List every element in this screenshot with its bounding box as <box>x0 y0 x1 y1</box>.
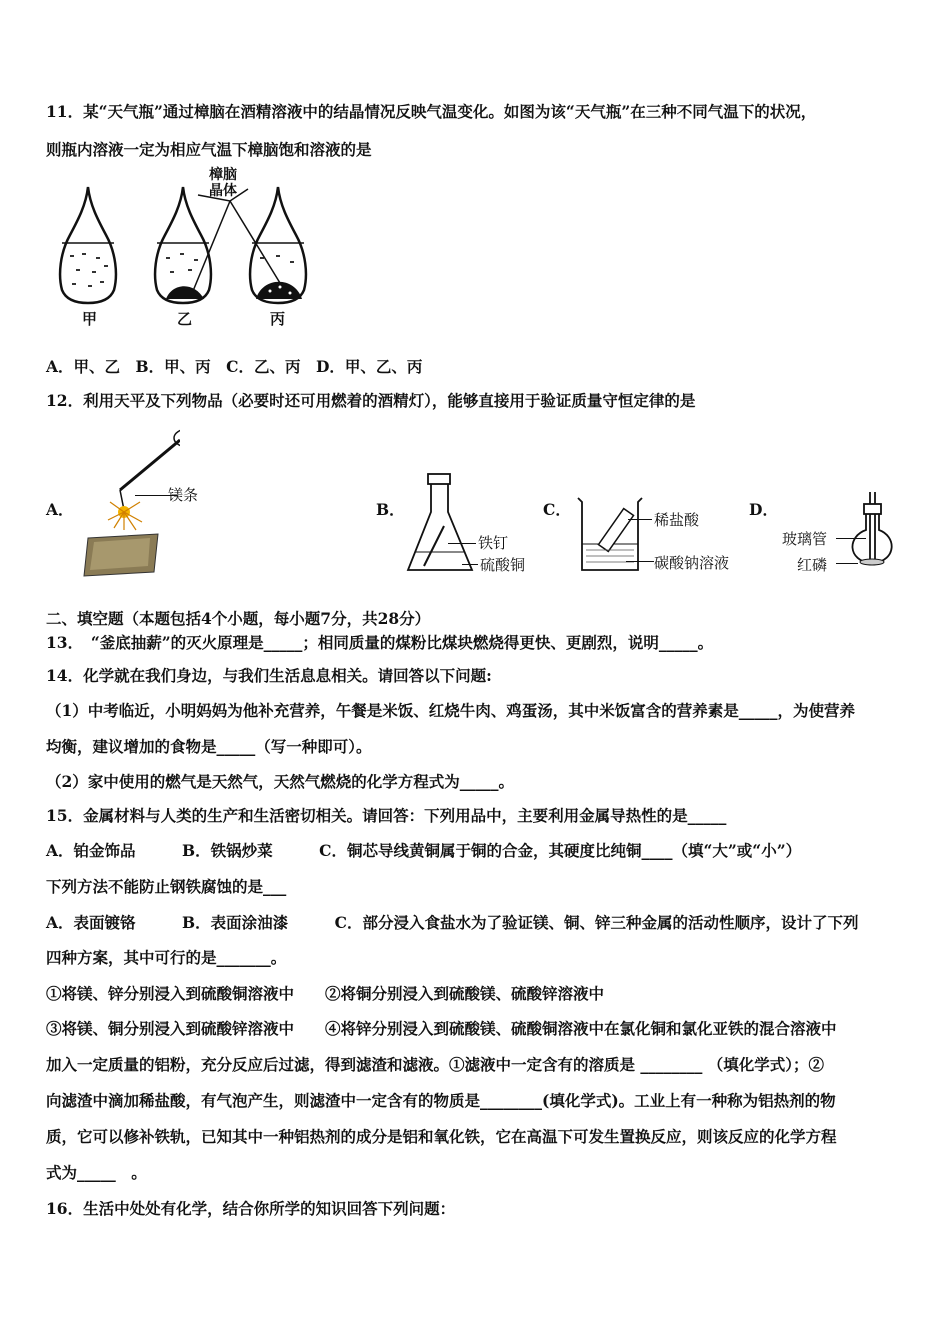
flask-label-jia: 甲 <box>82 310 98 328</box>
q15-line7: ③将镁、铜分别浸入到硫酸锌溶液中 ④将锌分别浸入到硫酸镁、硫酸铜溶液中在氯化铜和氯化亚铁的混合溶液中 <box>46 1019 837 1038</box>
flask-label-yi: 乙 <box>177 310 193 328</box>
label-magnesium: 镁条 <box>168 486 199 504</box>
q15-line3: 下列方法不能防止钢铁腐蚀的是___ <box>46 877 287 896</box>
figure-c-beaker <box>576 494 646 574</box>
q15-line8: 加入一定质量的铝粉，充分反应后过滤，得到滤渣和滤液。①滤液中一定含有的溶质是 ________ （填化学式）；② <box>46 1055 825 1074</box>
q16-stem: 16．生活中处处有化学，结合你所学的知识回答下列问题： <box>46 1199 456 1218</box>
q15-line11: 式为_____ 。 <box>46 1163 147 1182</box>
q12-stem: 12．利用天平及下列物品（必要时还可用燃着的酒精灯），能够直接用于验证质量守恒定律的是 <box>46 391 696 410</box>
section-2-heading: 二、填空题（本题包括4个小题，每小题7分，共28分） <box>46 609 431 628</box>
q15-line4: A．表面镀铬 B．表面涂油漆 C．部分浸入食盐水为了验证镁、铜、锌三种金属的活动性顺序，设计了下列 <box>46 913 859 932</box>
q15-line5: 四种方案，其中可行的是_______。 <box>46 948 287 967</box>
q14-stem: 14．化学就在我们身边，与我们生活息息相关。请回答以下问题: <box>46 666 492 685</box>
label-dilute-hcl: 稀盐酸 <box>654 511 700 529</box>
q15-line6: ①将镁、锌分别浸入到硫酸铜溶液中 ②将铜分别浸入到硫酸镁、硫酸锌溶液中 <box>46 984 605 1003</box>
q15-line1: 15．金属材料与人类的生产和生活密切相关。请回答：下列用品中，主要利用金属导热性的是_____ <box>46 806 727 825</box>
q14-part1-line2: 均衡，建议增加的食物是_____（写一种即可）。 <box>46 737 372 756</box>
flask-label-bing: 丙 <box>270 310 286 328</box>
label-copper-sulfate: 硫酸铜 <box>480 556 526 574</box>
label-iron-nail: 铁钉 <box>478 534 509 552</box>
q13: 13． “釜底抽薪”的灭火原理是_____；相同质量的煤粉比煤块燃烧得更快、更剧烈，说明_____。 <box>46 633 714 652</box>
label-sodium-carbonate: 碳酸钠溶液 <box>654 554 730 572</box>
q15-line2: A．铂金饰品 B．铁锅炒菜 C．铜芯导线黄铜属于铜的合金，其硬度比纯铜____（填“大”或“小”） <box>46 841 802 860</box>
q15-line9: 向滤渣中滴加稀盐酸，有气泡产生，则滤渣中一定含有的物质是________(填化学式)。工业上有一种称为铝热剂的物 <box>46 1091 836 1110</box>
q12-option-a: A． <box>46 500 74 519</box>
q11-line2: 则瓶内溶液一定为相应气温下樟脑饱和溶液的是 <box>46 140 372 159</box>
q14-part1-line1: （1）中考临近，小明妈妈为他补充营养，午餐是米饭、红烧牛肉、鸡蛋汤，其中米饭富含的营养素是_____，为使营养 <box>46 701 856 720</box>
q11-line1: 11．某“天气瓶”通过樟脑在酒精溶液中的结晶情况反映气温变化。如图为该“天气瓶”在三种不同气温下的状况， <box>46 102 817 121</box>
q12-option-c: C． <box>543 500 571 519</box>
q11-options: A．甲、乙 B．甲、丙 C．乙、丙 D．甲、乙、丙 <box>46 357 423 376</box>
q12-option-d: D． <box>749 500 778 519</box>
crystal-label: 樟脑晶体 <box>209 167 237 199</box>
label-glass-tube: 玻璃管 <box>782 530 828 548</box>
figure-a-magnesium <box>80 420 180 580</box>
q14-part2: （2）家中使用的燃气是天然气，天然气燃烧的化学方程式为_____。 <box>46 772 515 791</box>
label-red-phosphorus: 红磷 <box>797 556 828 574</box>
q15-line10: 质，它可以修补铁轨，已知其中一种铝热剂的成分是铝和氧化铁，它在高温下可发生置换反应，则该反应的化学方程 <box>46 1127 837 1146</box>
q12-option-b: B． <box>376 500 405 519</box>
